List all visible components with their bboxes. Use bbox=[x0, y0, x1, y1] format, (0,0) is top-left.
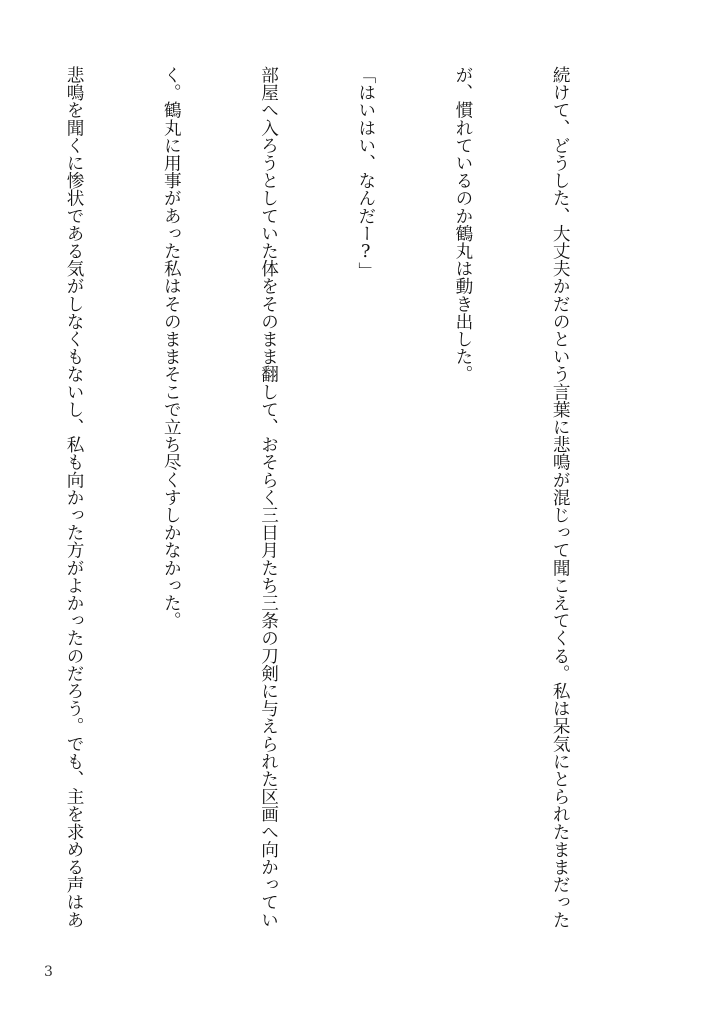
text-line: く。鶴丸に用事があった私はそのままそこで立ち尽くすしかなかった。 bbox=[161, 66, 182, 630]
text-line: 「はいはい、なんだー?」 bbox=[355, 66, 376, 280]
vertical-text-body bbox=[0, 66, 641, 946]
text-line: 部屋へ入ろうとしていた体をそのまま翻して、おそらく三日月たち三条の刀剣に与えられた区画へ向かってい bbox=[258, 66, 279, 929]
page-number: 3 bbox=[44, 964, 53, 980]
text-line: 悲鳴を聞くに惨状である気がしなくもないし、私も向かった方がよかったのだろう。でも、主を求める声はあ bbox=[64, 66, 85, 929]
text-line: 続けて、どうした、大丈夫かだのという言葉に悲鳴が混じって聞こえてくる。私は呆気にとられたままだった bbox=[550, 66, 571, 929]
text-line: が、慣れているのか鶴丸は動き出した。 bbox=[452, 66, 473, 383]
